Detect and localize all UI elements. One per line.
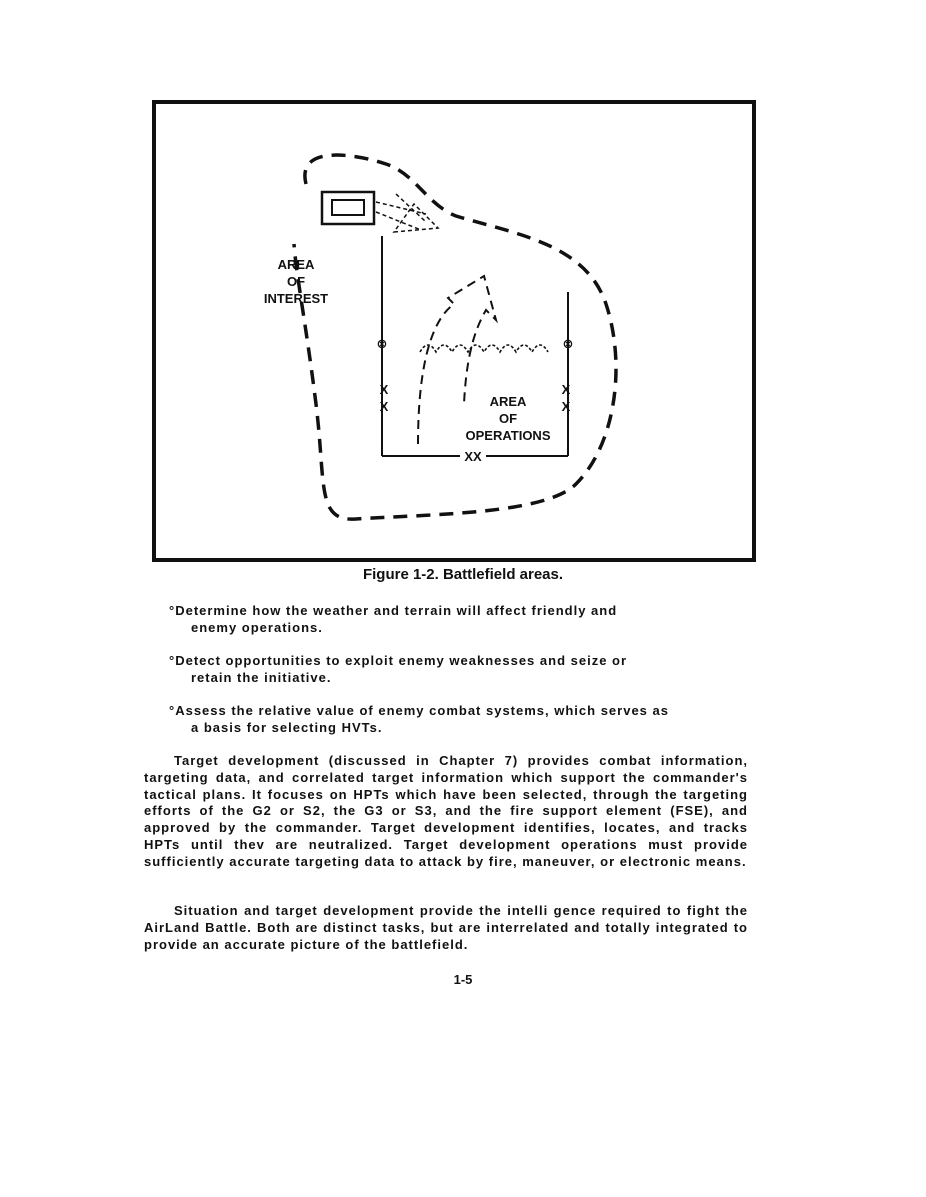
forward-line-of-troops xyxy=(420,345,548,352)
bullet-3 xyxy=(169,703,743,737)
boundary-mark-left-1: X xyxy=(379,382,389,397)
boundary-mark-right-1: X xyxy=(561,382,571,397)
bullet-2-line-1: °Detect opportunities to exploit enemy weaknesses and seize or xyxy=(169,653,628,668)
bullet-1-line-1: °Determine how the weather and terrain will affect friendly and xyxy=(169,603,618,618)
area-of-interest-label-2: OF xyxy=(286,274,306,289)
area-of-interest-label-3: INTEREST xyxy=(263,291,329,306)
figure-caption: Figure 1-2. Battlefield areas. xyxy=(362,566,564,583)
boundary-mark-rear: XX xyxy=(464,449,482,464)
battlefield-diagram xyxy=(156,104,752,558)
bullet-2-line-2: retain the initiative. xyxy=(191,669,332,685)
unit-symbol-right: ⊗ xyxy=(562,336,574,351)
bullet-1 xyxy=(169,603,743,637)
bullet-3-line-2: a basis for selecting HVTs. xyxy=(191,719,383,735)
bullet-1-line-2: enemy operations. xyxy=(191,619,323,635)
command-post-symbol xyxy=(322,192,374,224)
boundary-mark-left-2: X xyxy=(379,399,389,414)
paragraph-situation-development: Situation and target development provide the intelli gence required to fight the AirLand Battle. Both are distinct tasks, but are interrelated and totally integrated to provide an accurate picture of the battlefield. xyxy=(144,903,748,952)
page-number: 1-5 xyxy=(453,972,473,987)
attack-arrow xyxy=(418,276,496,444)
area-of-operations-label-3: OPERATIONS xyxy=(465,428,551,443)
figure-frame xyxy=(152,100,756,562)
bullet-3-line-1: °Assess the relative value of enemy combat systems, which serves as xyxy=(169,703,669,718)
area-of-operations-label-2: OF xyxy=(498,411,518,426)
area-of-operations-label-1: AREA xyxy=(489,394,527,409)
command-post-inner xyxy=(332,200,364,215)
unit-symbol-left: ⊗ xyxy=(376,336,388,351)
collection-arrow xyxy=(376,194,426,230)
paragraph-target-development: Target development (discussed in Chapter 7) provides combat information, targeting data, and correlated target information which support the commander's tactical plans. It focuses on HPTs which have been selected, through the targeting efforts of the G2 or S2, the G3 or S3, and the fire support element (FSE), and approved by the commander. Target development identifies, locates, and tracks HPTs until thev are neutralized. Target development operations must provide sufficiently accurate targeting data to attack by fire, maneuver, or electronic means. xyxy=(144,753,748,869)
area-of-interest-label-1: AREA xyxy=(277,257,315,272)
boundary-mark-right-2: X xyxy=(561,399,571,414)
bullet-2 xyxy=(169,653,743,687)
